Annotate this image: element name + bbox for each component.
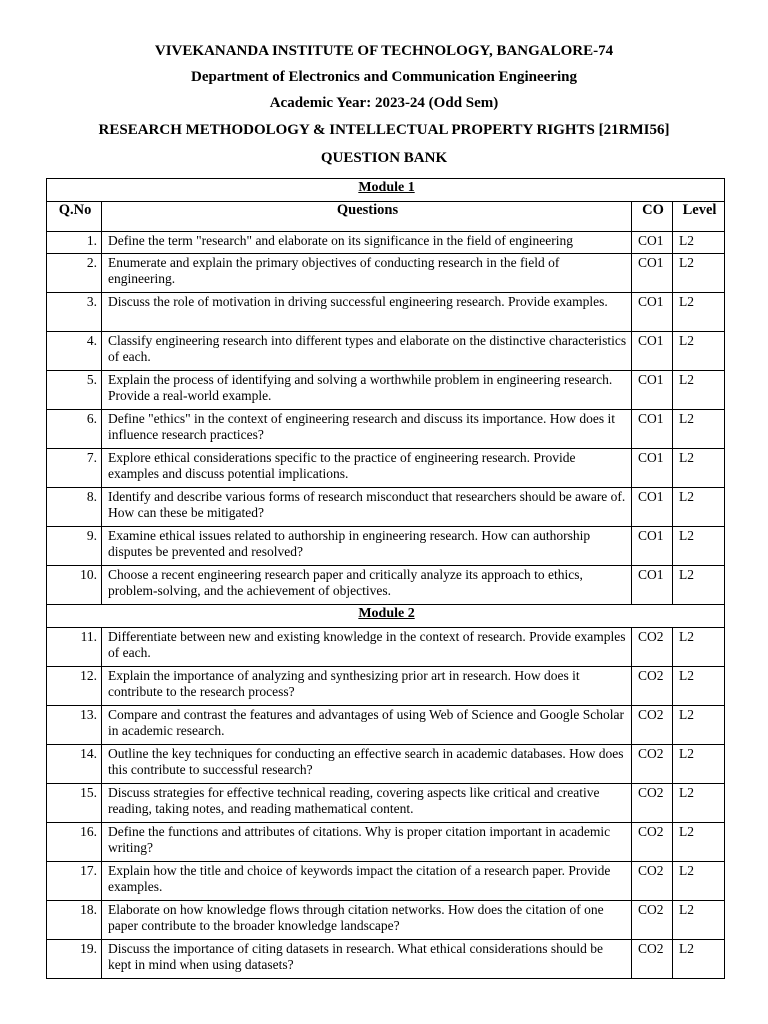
table-row — [47, 901, 725, 940]
question-number: 18. — [47, 901, 102, 940]
table-row — [47, 371, 725, 410]
module-title: Module 2 — [47, 605, 725, 628]
question-text: Identify and describe various forms of research misconduct that researchers should be aware of. How can these be mitigated? — [102, 488, 632, 527]
academic-year: Academic Year: 2023-24 (Odd Sem) — [269, 95, 499, 111]
table-row — [47, 667, 725, 706]
table-row — [47, 332, 725, 371]
table-row — [47, 527, 725, 566]
question-number: 10. — [47, 566, 102, 605]
question-level: L2 — [673, 410, 725, 449]
question-level: L2 — [673, 254, 725, 293]
question-level: L2 — [673, 823, 725, 862]
question-level: L2 — [673, 940, 725, 979]
course-title: RESEARCH METHODOLOGY & INTELLECTUAL PROPERTY RIGHTS [21RMI56] — [98, 122, 670, 138]
table-row — [47, 293, 725, 332]
question-co: CO1 — [632, 449, 673, 488]
question-text: Define the term "research" and elaborate on its significance in the field of engineering — [102, 232, 632, 254]
question-co: CO2 — [632, 823, 673, 862]
table-row — [47, 449, 725, 488]
question-level: L2 — [673, 232, 725, 254]
question-level: L2 — [673, 706, 725, 745]
question-number: 5. — [47, 371, 102, 410]
question-text: Discuss the role of motivation in driving successful engineering research. Provide examples. — [102, 293, 632, 332]
table-row — [47, 745, 725, 784]
question-co: CO2 — [632, 628, 673, 667]
question-number: 7. — [47, 449, 102, 488]
question-number: 6. — [47, 410, 102, 449]
question-level: L2 — [673, 862, 725, 901]
table-row — [47, 706, 725, 745]
question-number: 19. — [47, 940, 102, 979]
question-text: Examine ethical issues related to authorship in engineering research. How can authorship disputes be prevented and resolved? — [102, 527, 632, 566]
question-co: CO1 — [632, 254, 673, 293]
module-header-row — [47, 179, 725, 202]
column-header-questions: Questions — [102, 202, 632, 232]
question-level: L2 — [673, 449, 725, 488]
question-level: L2 — [673, 332, 725, 371]
question-co: CO1 — [632, 332, 673, 371]
question-number: 4. — [47, 332, 102, 371]
question-level: L2 — [673, 784, 725, 823]
table-row — [47, 823, 725, 862]
question-co: CO2 — [632, 667, 673, 706]
table-row — [47, 254, 725, 293]
table-row — [47, 488, 725, 527]
question-level: L2 — [673, 628, 725, 667]
table-row — [47, 940, 725, 979]
institute-name: VIVEKANANDA INSTITUTE OF TECHNOLOGY, BANGALORE-74 — [154, 43, 614, 59]
department-name: Department of Electronics and Communication Engineering — [191, 69, 577, 85]
question-number: 2. — [47, 254, 102, 293]
question-co: CO2 — [632, 706, 673, 745]
question-number: 17. — [47, 862, 102, 901]
question-number: 14. — [47, 745, 102, 784]
table-row — [47, 232, 725, 254]
question-level: L2 — [673, 667, 725, 706]
question-number: 11. — [47, 628, 102, 667]
table-row — [47, 628, 725, 667]
question-level: L2 — [673, 745, 725, 784]
question-level: L2 — [673, 527, 725, 566]
question-text: Explain the process of identifying and solving a worthwhile problem in engineering research. Provide a real-world example. — [102, 371, 632, 410]
table-row — [47, 566, 725, 605]
question-co: CO2 — [632, 940, 673, 979]
question-level: L2 — [673, 371, 725, 410]
question-text: Outline the key techniques for conducting an effective search in academic databases. How does this contribute to successful research? — [102, 745, 632, 784]
question-level: L2 — [673, 293, 725, 332]
question-co: CO1 — [632, 566, 673, 605]
question-co: CO1 — [632, 527, 673, 566]
table-row — [47, 862, 725, 901]
table-row — [47, 410, 725, 449]
question-text: Differentiate between new and existing knowledge in the context of research. Provide examples of each. — [102, 628, 632, 667]
question-text: Discuss strategies for effective technical reading, covering aspects like critical and creative reading, taking notes, and reading mathematical content. — [102, 784, 632, 823]
question-text: Define "ethics" in the context of engineering research and discuss its importance. How does it influence research practices? — [102, 410, 632, 449]
question-number: 12. — [47, 667, 102, 706]
question-number: 16. — [47, 823, 102, 862]
question-text: Classify engineering research into different types and elaborate on the distinctive characteristics of each. — [102, 332, 632, 371]
question-co: CO2 — [632, 862, 673, 901]
column-header-row — [47, 202, 725, 232]
question-level: L2 — [673, 566, 725, 605]
question-text: Elaborate on how knowledge flows through citation networks. How does the citation of one paper contribute to the broader knowledge landscape? — [102, 901, 632, 940]
column-header-qno: Q.No — [47, 202, 102, 232]
question-co: CO1 — [632, 410, 673, 449]
question-number: 15. — [47, 784, 102, 823]
question-text: Compare and contrast the features and advantages of using Web of Science and Google Scholar in academic research. — [102, 706, 632, 745]
question-level: L2 — [673, 901, 725, 940]
question-co: CO2 — [632, 901, 673, 940]
question-number: 8. — [47, 488, 102, 527]
question-text: Explain how the title and choice of keywords impact the citation of a research paper. Provide examples. — [102, 862, 632, 901]
module-title: Module 1 — [47, 179, 725, 202]
module-header-row — [47, 605, 725, 628]
question-number: 1. — [47, 232, 102, 254]
document-title: QUESTION BANK — [320, 150, 448, 166]
question-co: CO1 — [632, 293, 673, 332]
question-level: L2 — [673, 488, 725, 527]
question-number: 9. — [47, 527, 102, 566]
question-co: CO1 — [632, 371, 673, 410]
question-text: Define the functions and attributes of citations. Why is proper citation important in academic writing? — [102, 823, 632, 862]
question-co: CO2 — [632, 745, 673, 784]
column-header-co: CO — [632, 202, 673, 232]
question-text: Enumerate and explain the primary objectives of conducting research in the field of engineering. — [102, 254, 632, 293]
question-number: 13. — [47, 706, 102, 745]
question-text: Discuss the importance of citing datasets in research. What ethical considerations should be kept in mind when using datasets? — [102, 940, 632, 979]
question-co: CO1 — [632, 232, 673, 254]
question-number: 3. — [47, 293, 102, 332]
question-co: CO1 — [632, 488, 673, 527]
table-row — [47, 784, 725, 823]
question-text: Choose a recent engineering research paper and critically analyze its approach to ethics, problem-solving, and the achievement of objectives. — [102, 566, 632, 605]
question-co: CO2 — [632, 784, 673, 823]
question-text: Explore ethical considerations specific to the practice of engineering research. Provide examples and discuss potential implications. — [102, 449, 632, 488]
column-header-level: Level — [673, 202, 725, 232]
question-text: Explain the importance of analyzing and synthesizing prior art in research. How does it contribute to the research process? — [102, 667, 632, 706]
question-bank-table — [46, 178, 725, 979]
